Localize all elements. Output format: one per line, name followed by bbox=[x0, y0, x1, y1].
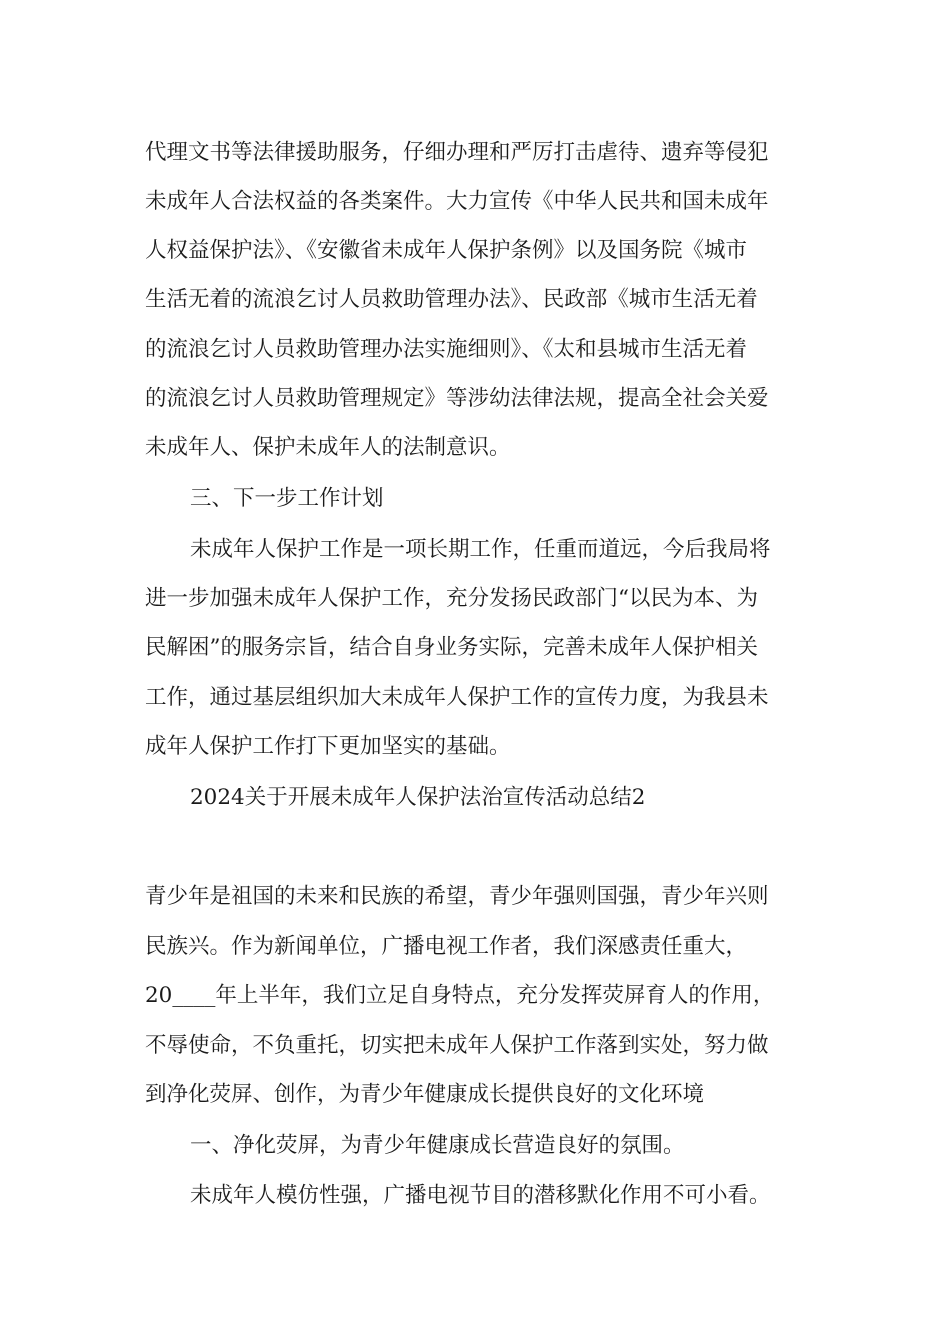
text-line: 青少年是祖国的未来和民族的希望，青少年强则国强，青少年兴则 bbox=[145, 884, 769, 909]
section-heading: 一、净化荧屏，为青少年健康成长营造良好的氛围。 bbox=[190, 1133, 685, 1158]
text-line: 工作，通过基层组织加大未成年人保护工作的宣传力度，为我县未 bbox=[145, 685, 769, 710]
text-line: 民解困”的服务宗旨，结合自身业务实际，完善未成年人保护相关 bbox=[145, 635, 758, 660]
text-line: 的流浪乞讨人员救助管理办法实施细则》、《太和县城市生活无着 bbox=[145, 337, 748, 362]
text-line: 到净化荧屏、创作，为青少年健康成长提供良好的文化环境 bbox=[145, 1082, 705, 1107]
text-line: 未成年人模仿性强，广播电视节目的潜移默化作用不可小看。 bbox=[190, 1183, 771, 1208]
text-line: 人权益保护法》、《安徽省未成年人保护条例》以及国务院《城市 bbox=[145, 238, 748, 263]
text-line: 代理文书等法律援助服务，仔细办理和严厉打击虐待、遗弃等侵犯 bbox=[145, 140, 769, 165]
text-line: 生活无着的流浪乞讨人员救助管理办法》、民政部《城市生活无着 bbox=[145, 287, 758, 312]
text-line: 不辱使命，不负重托，切实把未成年人保护工作落到实处，努力做 bbox=[145, 1033, 769, 1058]
text-line: 20____年上半年，我们立足自身特点，充分发挥荧屏育人的作用， bbox=[145, 983, 775, 1008]
text-line: 进一步加强未成年人保护工作，充分发扬民政部门“以民为本、为 bbox=[145, 586, 758, 611]
text-line: 民族兴。作为新闻单位，广播电视工作者，我们深感责任重大， bbox=[145, 934, 748, 959]
text-line: 成年人保护工作打下更加坚实的基础。 bbox=[145, 734, 511, 759]
text-line: 未成年人合法权益的各类案件。大力宣传《中华人民共和国未成年 bbox=[145, 189, 769, 214]
document-title: 2024关于开展未成年人保护法治宣传活动总结2 bbox=[190, 785, 646, 810]
text-line: 未成年人、保护未成年人的法制意识。 bbox=[145, 435, 511, 460]
text-line: 的流浪乞讨人员救助管理规定》等涉幼法律法规，提高全社会关爱 bbox=[145, 386, 769, 411]
text-line: 未成年人保护工作是一项长期工作，任重而道远，今后我局将 bbox=[190, 537, 771, 562]
section-heading: 三、下一步工作计划 bbox=[190, 486, 384, 511]
